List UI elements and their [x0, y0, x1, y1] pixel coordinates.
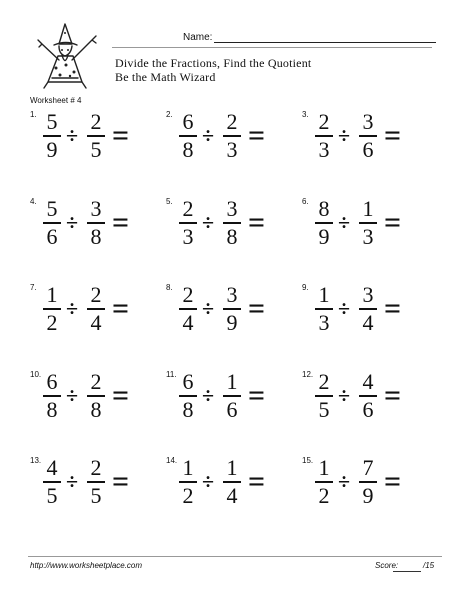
- equals-sign: =: [112, 119, 130, 152]
- numerator: 1: [318, 455, 330, 480]
- fraction-a: [177, 197, 199, 249]
- problem-6: [302, 197, 430, 259]
- problem-number: 5.: [166, 197, 173, 206]
- score-label: Score:: [375, 561, 399, 570]
- numerator: 3: [362, 109, 374, 134]
- fraction-a: [313, 283, 335, 335]
- problem-8: [166, 283, 294, 345]
- denominator: 2: [182, 483, 194, 508]
- denominator: 9: [318, 224, 330, 249]
- fraction-b: [221, 110, 243, 162]
- problem-number: 7.: [30, 283, 37, 292]
- problem-number: 14.: [166, 456, 178, 465]
- denominator: 6: [46, 224, 58, 249]
- denominator: 8: [182, 397, 194, 422]
- numerator: 1: [226, 369, 238, 394]
- denominator: 3: [318, 310, 330, 335]
- denominator: 5: [90, 137, 102, 162]
- equals-sign: =: [112, 206, 130, 239]
- denominator: 6: [362, 137, 374, 162]
- equals-sign: =: [384, 119, 402, 152]
- worksheet-title: [115, 56, 311, 84]
- problem-number: 11.: [166, 370, 177, 379]
- equals-sign: =: [248, 119, 266, 152]
- numerator: 2: [182, 196, 194, 221]
- denominator: 8: [46, 397, 58, 422]
- numerator: 2: [182, 282, 194, 307]
- equals-sign: =: [384, 206, 402, 239]
- problem-number: 6.: [302, 197, 309, 206]
- numerator: 5: [46, 196, 58, 221]
- problem-number: 4.: [30, 197, 37, 206]
- denominator: 2: [46, 310, 58, 335]
- fraction-b: [85, 197, 107, 249]
- title-line-1: Divide the Fractions, Find the Quotient: [115, 56, 312, 70]
- score-line[interactable]: [393, 571, 421, 572]
- numerator: 2: [90, 282, 102, 307]
- header-divider: [112, 47, 432, 48]
- divide-sign: ÷: [202, 296, 215, 321]
- denominator: 3: [362, 224, 374, 249]
- fraction-b: [357, 456, 379, 508]
- fraction-b: [85, 456, 107, 508]
- equals-sign: =: [384, 465, 402, 498]
- fraction-b: [85, 110, 107, 162]
- equals-sign: =: [248, 379, 266, 412]
- numerator: 6: [182, 109, 194, 134]
- numerator: 3: [362, 282, 374, 307]
- denominator: 6: [362, 397, 374, 422]
- divide-sign: ÷: [202, 210, 215, 235]
- problem-2: [166, 110, 294, 172]
- denominator: 4: [182, 310, 194, 335]
- denominator: 4: [226, 483, 238, 508]
- fraction-a: [41, 283, 63, 335]
- problem-number: 9.: [302, 283, 309, 292]
- footer-divider: [28, 556, 442, 557]
- fraction-b: [221, 370, 243, 422]
- numerator: 2: [90, 109, 102, 134]
- problem-7: [30, 283, 158, 345]
- numerator: 4: [46, 455, 58, 480]
- worksheet-number: Worksheet # 4: [30, 96, 82, 105]
- numerator: 5: [46, 109, 58, 134]
- problem-12: [302, 370, 430, 432]
- equals-sign: =: [112, 379, 130, 412]
- divide-sign: ÷: [338, 296, 351, 321]
- title-line-2: Be the Math Wizard: [115, 70, 216, 84]
- fraction-b: [221, 197, 243, 249]
- equals-sign: =: [384, 379, 402, 412]
- denominator: 4: [90, 310, 102, 335]
- numerator: 2: [318, 369, 330, 394]
- problem-number: 10.: [30, 370, 42, 379]
- divide-sign: ÷: [66, 123, 79, 148]
- problem-number: 8.: [166, 283, 173, 292]
- denominator: 3: [226, 137, 238, 162]
- problem-number: 1.: [30, 110, 37, 119]
- divide-sign: ÷: [338, 383, 351, 408]
- denominator: 5: [46, 483, 58, 508]
- denominator: 8: [182, 137, 194, 162]
- divide-sign: ÷: [202, 469, 215, 494]
- denominator: 8: [90, 397, 102, 422]
- problem-10: [30, 370, 158, 432]
- problem-15: [302, 456, 430, 518]
- fraction-a: [41, 456, 63, 508]
- divide-sign: ÷: [202, 123, 215, 148]
- divide-sign: ÷: [338, 123, 351, 148]
- numerator: 8: [318, 196, 330, 221]
- fraction-b: [357, 197, 379, 249]
- divide-sign: ÷: [66, 469, 79, 494]
- denominator: 3: [182, 224, 194, 249]
- numerator: 6: [182, 369, 194, 394]
- fraction-b: [357, 110, 379, 162]
- divide-sign: ÷: [66, 383, 79, 408]
- divide-sign: ÷: [338, 469, 351, 494]
- problem-5: [166, 197, 294, 259]
- numerator: 1: [362, 196, 374, 221]
- denominator: 8: [90, 224, 102, 249]
- fraction-b: [357, 283, 379, 335]
- denominator: 2: [318, 483, 330, 508]
- numerator: 2: [226, 109, 238, 134]
- fraction-a: [41, 370, 63, 422]
- denominator: 3: [318, 137, 330, 162]
- fraction-a: [41, 110, 63, 162]
- equals-sign: =: [248, 465, 266, 498]
- problem-number: 12.: [302, 370, 314, 379]
- equals-sign: =: [248, 206, 266, 239]
- numerator: 1: [226, 455, 238, 480]
- denominator: 9: [362, 483, 374, 508]
- problem-number: 3.: [302, 110, 309, 119]
- denominator: 8: [226, 224, 238, 249]
- equals-sign: =: [112, 292, 130, 325]
- score-total: /15: [423, 561, 435, 570]
- equals-sign: =: [112, 465, 130, 498]
- denominator: 6: [226, 397, 238, 422]
- denominator: 5: [90, 483, 102, 508]
- fraction-b: [85, 370, 107, 422]
- fraction-b: [221, 283, 243, 335]
- numerator: 7: [362, 455, 374, 480]
- divide-sign: ÷: [202, 383, 215, 408]
- denominator: 5: [318, 397, 330, 422]
- fraction-b: [221, 456, 243, 508]
- fraction-a: [313, 110, 335, 162]
- numerator: 6: [46, 369, 58, 394]
- numerator: 3: [226, 282, 238, 307]
- fraction-b: [357, 370, 379, 422]
- name-line[interactable]: [214, 42, 436, 43]
- equals-sign: =: [248, 292, 266, 325]
- denominator: 9: [226, 310, 238, 335]
- equals-sign: =: [384, 292, 402, 325]
- fraction-b: [85, 283, 107, 335]
- numerator: 4: [362, 369, 374, 394]
- problem-13: [30, 456, 158, 518]
- wizard-icon: [32, 20, 104, 92]
- fraction-a: [177, 370, 199, 422]
- problem-9: [302, 283, 430, 345]
- numerator: 2: [318, 109, 330, 134]
- denominator: 9: [46, 137, 58, 162]
- fraction-a: [313, 370, 335, 422]
- problem-1: [30, 110, 158, 172]
- footer-url: http://www.worksheetplace.com: [30, 561, 143, 570]
- numerator: 1: [318, 282, 330, 307]
- problem-number: 13.: [30, 456, 42, 465]
- divide-sign: ÷: [338, 210, 351, 235]
- numerator: 2: [90, 455, 102, 480]
- denominator: 4: [362, 310, 374, 335]
- problem-4: [30, 197, 158, 259]
- fraction-a: [313, 197, 335, 249]
- fraction-a: [41, 197, 63, 249]
- name-label: Name:: [183, 32, 213, 43]
- numerator: 1: [182, 455, 194, 480]
- numerator: 2: [90, 369, 102, 394]
- numerator: 1: [46, 282, 58, 307]
- divide-sign: ÷: [66, 210, 79, 235]
- problem-11: [166, 370, 294, 432]
- fraction-a: [177, 283, 199, 335]
- fraction-a: [177, 456, 199, 508]
- fraction-a: [177, 110, 199, 162]
- problem-number: 15.: [302, 456, 314, 465]
- numerator: 3: [226, 196, 238, 221]
- fraction-a: [313, 456, 335, 508]
- problem-14: [166, 456, 294, 518]
- divide-sign: ÷: [66, 296, 79, 321]
- numerator: 3: [90, 196, 102, 221]
- problem-number: 2.: [166, 110, 173, 119]
- problem-3: [302, 110, 430, 172]
